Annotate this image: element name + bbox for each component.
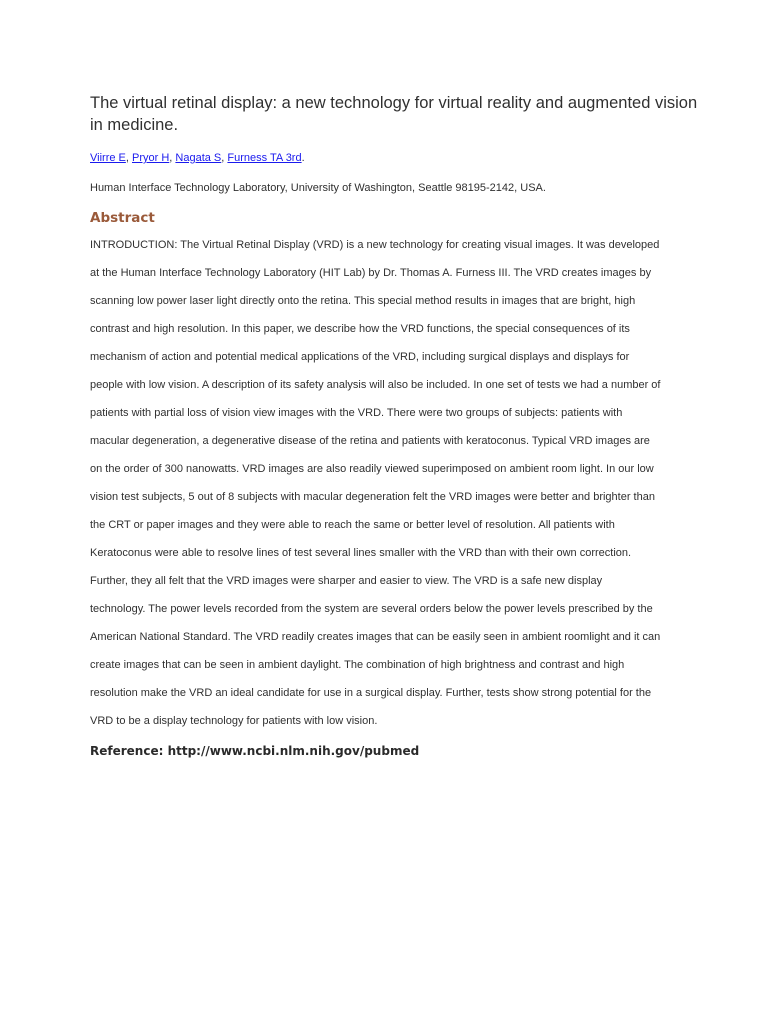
abstract-line: mechanism of action and potential medical applications of the VRD, including surgical displays and displays for: [90, 351, 630, 363]
author-separator: ,: [125, 152, 132, 164]
abstract-line: on the order of 300 nanowatts. VRD images are also readily viewed superimposed on ambient room light. In our low: [90, 463, 654, 475]
reference-line: Reference: http://www.ncbi.nlm.nih.gov/pubmed: [90, 744, 420, 758]
abstract-line: contrast and high resolution. In this paper, we describe how the VRD functions, the special consequences of its: [90, 323, 630, 335]
abstract-line: technology. The power levels recorded from the system are several orders below the power levels prescribed by the: [90, 603, 653, 615]
author-separator: ,: [169, 152, 176, 164]
abstract-heading: Abstract: [90, 210, 155, 226]
author-affiliation: Human Interface Technology Laboratory, University of Washington, Seattle 98195-2142, USA.: [90, 182, 546, 194]
author-link-pryor[interactable]: Pryor H: [132, 152, 170, 164]
abstract-body: [90, 237, 690, 741]
author-link-nagata[interactable]: Nagata S: [175, 152, 222, 164]
abstract-line: at the Human Interface Technology Laboratory (HIT Lab) by Dr. Thomas A. Furness III. The VRD creates images by: [90, 267, 652, 279]
abstract-line: scanning low power laser light directly onto the retina. This special method results in images that are bright, high: [90, 295, 636, 307]
abstract-line: macular degeneration, a degenerative disease of the retina and patients with keratoconus. Typical VRD images are: [90, 435, 650, 447]
abstract-line: people with low vision. A description of its safety analysis will also be included. In one set of tests we had a number of: [90, 379, 661, 391]
abstract-line: Further, they all felt that the VRD images were sharper and easier to view. The VRD is a safe new display: [90, 575, 603, 587]
authors-end-punctuation: .: [301, 152, 305, 164]
author-link-furness[interactable]: Furness TA 3rd: [227, 152, 302, 164]
author-list: [90, 150, 305, 166]
abstract-line: INTRODUCTION: The Virtual Retinal Display (VRD) is a new technology for creating visual images. It was developed: [90, 239, 660, 251]
abstract-line: create images that can be seen in ambient daylight. The combination of high brightness and contrast and high: [90, 659, 625, 671]
author-separator: ,: [221, 152, 228, 164]
abstract-line: American National Standard. The VRD readily creates images that can be easily seen in ambient roomlight and it can: [90, 631, 661, 643]
abstract-line: Keratoconus were able to resolve lines of test several lines smaller with the VRD than with their own correction.: [90, 547, 632, 559]
article-title: The virtual retinal display: a new technology for virtual reality and augmented vision in medicine.: [90, 94, 698, 134]
abstract-line: patients with partial loss of vision view images with the VRD. There were two groups of subjects: patients with: [90, 407, 623, 419]
abstract-line: resolution make the VRD an ideal candidate for use in a surgical display. Further, tests show strong potential for the: [90, 687, 652, 699]
abstract-line: vision test subjects, 5 out of 8 subjects with macular degeneration felt the VRD images were better and brighter than: [90, 491, 655, 503]
author-link-viirre[interactable]: Viirre E: [90, 152, 126, 164]
abstract-line: VRD to be a display technology for patients with low vision.: [90, 715, 378, 727]
abstract-line: the CRT or paper images and they were able to reach the same or better level of resolution. All patients with: [90, 519, 615, 531]
